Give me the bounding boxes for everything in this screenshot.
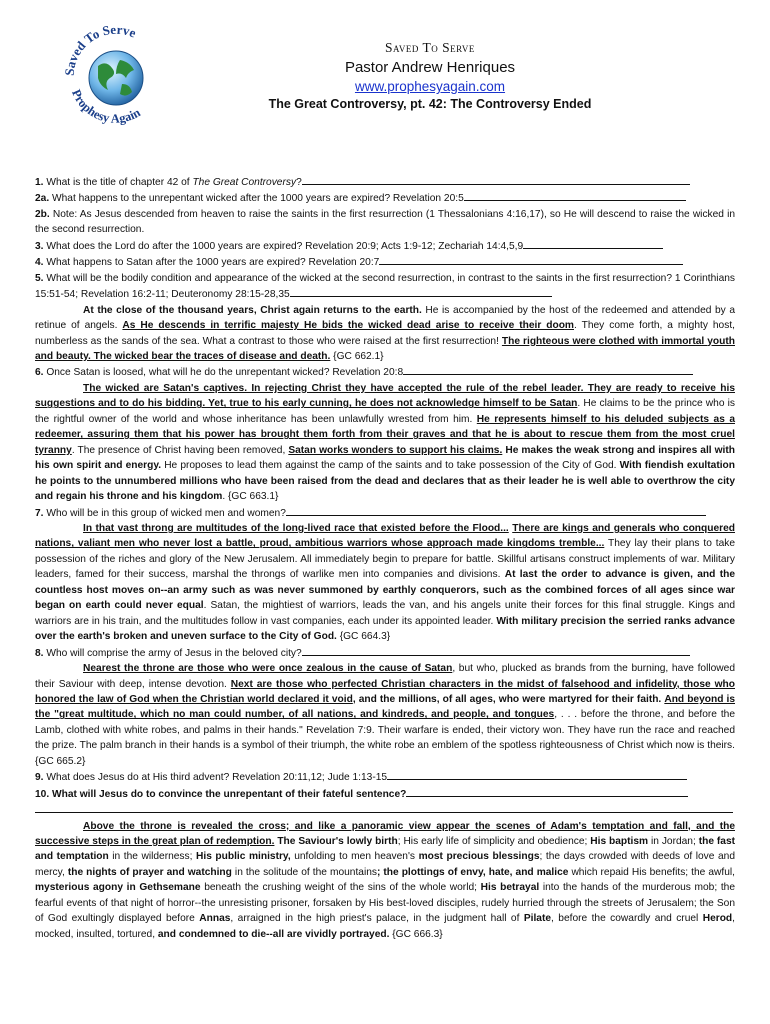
question-1: 1. What is the title of chapter 42 of The Great Controversy? (35, 174, 735, 190)
logo-top-text: Saved To Serve (62, 22, 139, 77)
lesson-body (35, 174, 735, 942)
question-6: 6. Once Satan is loosed, what will he do the unrepentant wicked? Revelation 20:8 (35, 364, 735, 380)
answer-line[interactable] (35, 802, 735, 818)
paragraph-cross-revealed: Above the throne is revealed the cross; and like a panoramic view appear the scenes of Adam's temptation and fall, and the successive steps in the great plan of redemption. The Saviour's lowly birth; His early life of simplicity and obedience; His baptism in Jordan; the fast and temptation in the wilderness; His public ministry, unfolding to men heaven's most precious blessings; the days crowded with deeds of love and mercy, the nights of prayer and watching in the solitude of the mountains; the plottings of envy, hate, and malice which repaid His benefits; the awful, mysterious agony in Gethsemane beneath the crushing weight of the sins of the whole world; His betrayal into the hands of the murderous mob; the fearful events of that night of horror--the unresisting prisoner, forsaken by His best-loved disciples, rudely hurried through the streets of Jerusalem; the Son of God exultingly displayed before Annas, arraigned in the high priest's palace, in the judgment hall of Pilate, before the cowardly and cruel Herod, mocked, insulted, tortured, and condemned to die--all are vividly portrayed. {GC 666.3} (35, 820, 736, 940)
pastor-name: Pastor Andrew Henriques (344, 59, 516, 76)
paragraph-nearest-the-throne: Nearest the throne are those who were once zealous in the cause of Satan, but who, plucked as brands from the burning, have followed their Saviour with deep, intense devotion. Next are those who perfected Christian characters in the midst of falsehood and infidelity, those who honored the law of God when the Christian world declared it void, and the millions, of all ages, who were martyred for their faith. And beyond is the "great multitude, which no man could number, of all nations, and kindreds, and people, and tongues, . . . before the throne, and before the Lamb, clothed with white robes, and palms in their hands." Revelation 7:9. Their warfare is ended, their victory won. They have run the race and reached the prize. The palm branch in their hands is a symbol of their triumph, the white robe an emblem of the spotless righteousness of Christ which now is theirs. {GC 665.2} (35, 663, 735, 767)
answer-blank[interactable] (403, 364, 693, 375)
question-2a: 2a. What happens to the unrepentant wicked after the 1000 years are expired? Revelation 20:5 (35, 190, 735, 206)
question-9: 9. What does Jesus do at His third advent? Revelation 20:11,12; Jude 1:13-15 (35, 769, 735, 785)
paragraph-return-of-christ: At the close of the thousand years, Christ again returns to the earth. He is accompanied by the host of the redeemed and attended by a retinue of angels. As He descends in terrific majesty He bids the wicked dead arise to receive their doom. They come forth, a mighty host, numberless as the sands of the sea. What a contrast to those who were raised at the first resurrection! The righteous were clothed with immortal youth and beauty. The wicked bear the traces of disease and death. {GC 662.1} (35, 304, 735, 362)
question-5: 5. What will be the bodily condition and appearance of the wicked at the second resurrection, in contrast to the saints in the first resurrection? 1 Corinthians 15:51-54; Revelation 16:2-11; Deuteronomy 28:15-28,35 (35, 272, 735, 301)
website-link[interactable]: www.prophesyagain.com (354, 79, 506, 94)
answer-blank[interactable] (302, 645, 690, 656)
question-8: 8. Who will comprise the army of Jesus in the beloved city? (35, 645, 735, 661)
paragraph-vast-throng: In that vast throng are multitudes of the long-lived race that existed before the Flood... There are kings and generals who conquered nations, valiant men who never lost a battle, proud, ambitious warriors whose approach made kingdoms tremble... They lay their plans to take possession of the riches and glory of the New Jerusalem. All immediately begin to prepare for battle. Skillful artisans construct implements of war. Military leaders, famed for their success, marshal the throngs of warlike men into companies and divisions. At last the order to advance is given, and the countless host moves on--an army such as was never summoned by earthly conquerors, such as the combined forces of all ages since war began on earth could never equal. Satan, the mightiest of warriors, leads the van, and his angels unite their forces for this final struggle. Kings and warriors are in his train, and the multitudes follow in vast companies, each under its appointed leader. With military precision the serried ranks advance over the earth's broken and uneven surface to the City of God. {GC 664.3} (35, 522, 735, 643)
question-2b: 2b. Note: As Jesus descended from heaven to raise the saints in the first resurrection (1 Thessalonians 4:16,17), so He will descend to raise the wicked in the second resurrection. (35, 208, 735, 236)
answer-blank[interactable] (387, 769, 687, 780)
org-name: Saved To Serve (385, 40, 475, 55)
answer-blank[interactable] (286, 505, 706, 516)
answer-blank[interactable] (523, 238, 663, 249)
question-3: 3. What does the Lord do after the 1000 years are expired? Revelation 20:9; Acts 1:9-12; Zechariah 14:4,5,9 (35, 238, 735, 254)
answer-blank[interactable] (379, 254, 683, 265)
paragraph-satans-captives: The wicked are Satan's captives. In rejecting Christ they have accepted the rule of the rebel leader. They are ready to receive his suggestions and to do his bidding. Yet, true to his early cunning, he does not acknowledge himself to be Satan. He claims to be the prince who is the rightful owner of the world and whose inheritance has been unlawfully wrested from him. He represents himself to his deluded subjects as a redeemer, assuring them that his power has brought them forth from their graves and that he is about to rescue them from the most cruel tyranny. The presence of Christ having been removed, Satan works wonders to support his claims. He makes the weak strong and inspires all with his own spirit and energy. He proposes to lead them against the camp of the saints and to take possession of the City of God. With fiendish exultation he points to the unnumbered millions who have been raised from the dead and declares that as their leader he is well able to overthrow the city and regain his throne and his kingdom. {GC 663.1} (35, 382, 736, 503)
answer-blank[interactable] (290, 286, 552, 297)
question-7: 7. Who will be in this group of wicked men and women? (35, 505, 735, 521)
answer-blank[interactable] (302, 174, 690, 185)
globe-icon (89, 51, 143, 105)
answer-blank[interactable] (406, 786, 688, 797)
question-10: 10. What will Jesus do to convince the unrepentant of their fateful sentence? (35, 786, 735, 802)
logo-bottom-text: Prophesy Again (69, 87, 143, 126)
question-4: 4. What happens to Satan after the 1000 years are expired? Revelation 20:7 (35, 254, 735, 270)
saved-to-serve-logo (62, 22, 170, 130)
answer-blank[interactable] (464, 190, 686, 201)
lesson-title: The Great Controversy, pt. 42: The Controversy Ended (268, 97, 592, 111)
